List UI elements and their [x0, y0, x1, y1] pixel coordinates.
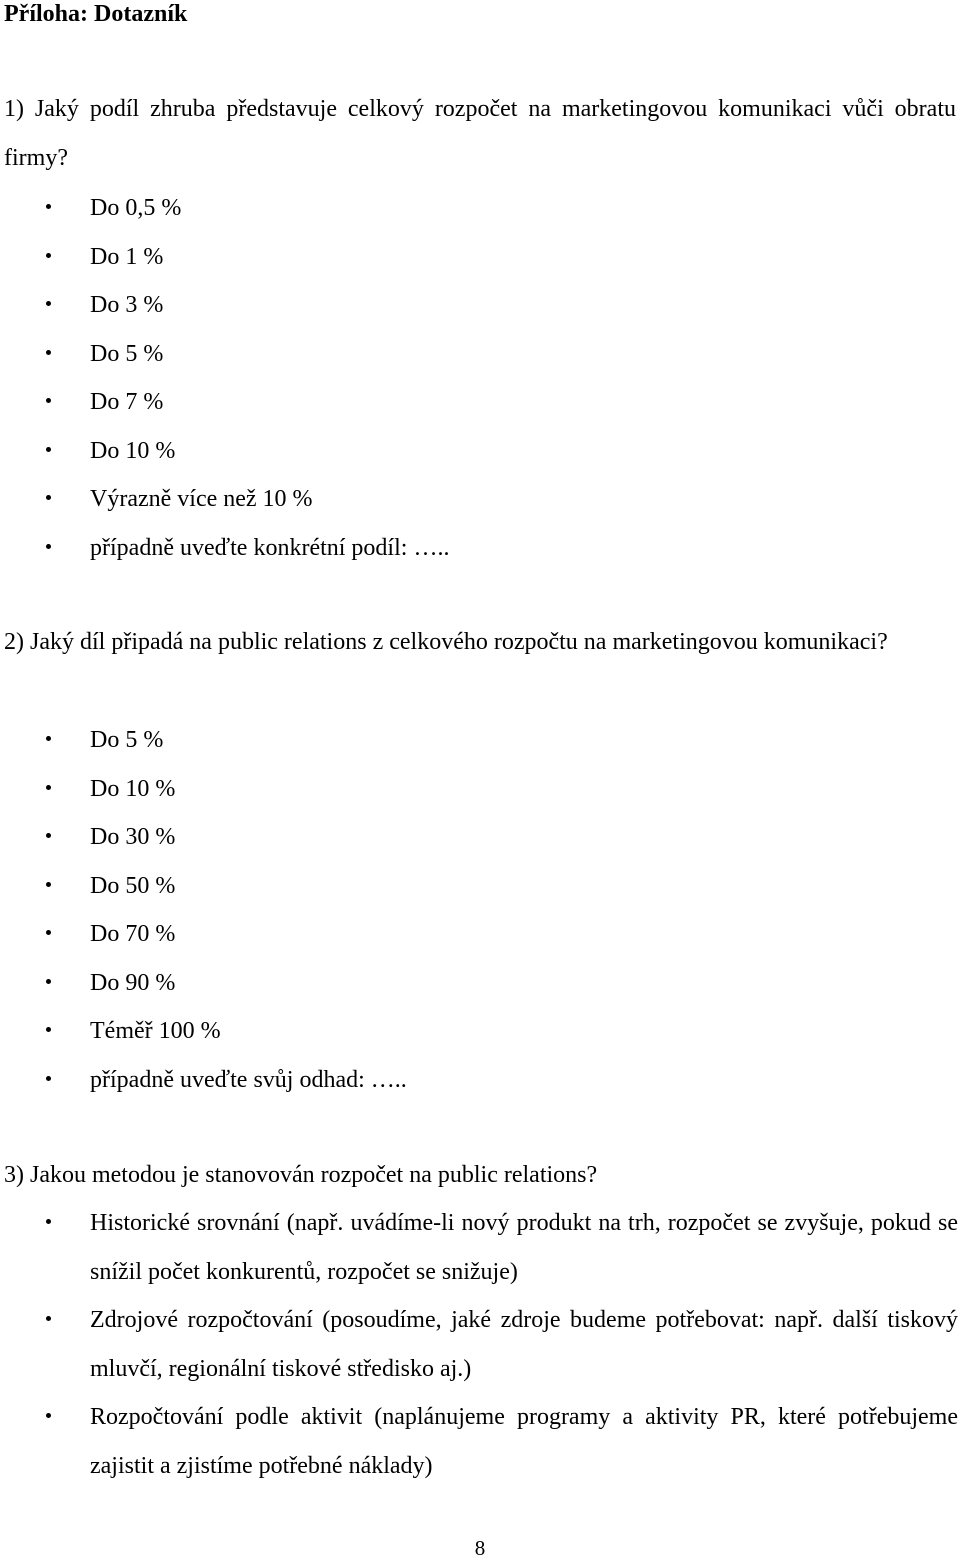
bullet-icon: [46, 1056, 52, 1105]
bullet-icon: [46, 1296, 52, 1345]
option-label: Zdrojové rozpočtování (posoudíme, jaké zdroje budeme potřebovat: např. další tiskový mluvčí, regionální tiskové středisko aj.): [90, 1307, 958, 1382]
bullet-icon: [46, 813, 52, 862]
option-label: Do 3 %: [90, 292, 164, 318]
option[interactable]: [0, 813, 960, 862]
option[interactable]: [0, 427, 960, 476]
option-label: případně uveďte svůj odhad: …..: [90, 1066, 407, 1093]
bullet-icon: [46, 184, 52, 233]
question-1: 1) Jaký podíl zhruba představuje celkový rozpočet na marketingovou komunikaci vůči obratu firmy?: [4, 96, 956, 171]
option-label: Do 70 %: [90, 921, 176, 947]
option[interactable]: [0, 184, 960, 233]
page-number: 8: [474, 1536, 486, 1560]
option-label: Téměř 100 %: [90, 1018, 221, 1044]
bullet-icon: [46, 1199, 52, 1248]
option[interactable]: [0, 1393, 958, 1490]
question-3-options: [0, 1199, 960, 1490]
bullet-icon: [46, 281, 52, 330]
option-other[interactable]: [0, 524, 960, 573]
bullet-icon: [46, 862, 52, 911]
option-label: Rozpočtování podle aktivit (naplánujeme programy a aktivity PR, které potřebujeme zajistit a zjistíme potřebné náklady): [90, 1404, 958, 1479]
option-label: Výrazně více než 10 %: [90, 486, 313, 512]
bullet-icon: [46, 475, 52, 524]
option[interactable]: [0, 765, 960, 814]
option[interactable]: [0, 910, 960, 959]
option-label: Do 7 %: [90, 389, 164, 415]
option-label: Do 1 %: [90, 243, 164, 270]
option-label: Historické srovnání (např. uvádíme-li nový produkt na trh, rozpočet se zvyšuje, pokud se snížil počet konkurentů, rozpočet se snižuje): [90, 1210, 958, 1285]
option[interactable]: [0, 716, 960, 765]
question-1-options: [0, 184, 960, 572]
option-label: Do 5 %: [90, 727, 164, 753]
question-3: 3) Jakou metodou je stanovován rozpočet na public relations?: [4, 1162, 598, 1188]
bullet-icon: [46, 765, 52, 814]
option-label: Do 10 %: [90, 437, 176, 464]
option[interactable]: [0, 378, 960, 427]
option[interactable]: [0, 281, 960, 330]
option[interactable]: [0, 959, 960, 1008]
option[interactable]: [0, 475, 960, 524]
bullet-icon: [46, 1393, 52, 1442]
option-label: Do 0,5 %: [90, 195, 182, 221]
option-label: Do 10 %: [90, 775, 176, 802]
bullet-icon: [46, 959, 52, 1008]
option-label: případně uveďte konkrétní podíl: …..: [90, 534, 450, 561]
option-label: Do 30 %: [90, 824, 176, 850]
bullet-icon: [46, 910, 52, 959]
question-2: 2) Jaký díl připadá na public relations z celkového rozpočtu na marketingovou komunikaci?: [4, 629, 888, 655]
option-other[interactable]: [0, 1056, 960, 1105]
option[interactable]: [0, 1296, 958, 1393]
page-heading: Příloha: Dotazník: [4, 1, 188, 27]
option[interactable]: [0, 862, 960, 911]
bullet-icon: [46, 524, 52, 573]
bullet-icon: [46, 330, 52, 379]
option[interactable]: [0, 233, 960, 282]
bullet-icon: [46, 378, 52, 427]
bullet-icon: [46, 1007, 52, 1056]
option[interactable]: [0, 330, 960, 379]
bullet-icon: [46, 427, 52, 476]
option-label: Do 90 %: [90, 969, 176, 996]
option-label: Do 5 %: [90, 340, 164, 367]
bullet-icon: [46, 716, 52, 765]
option[interactable]: [0, 1007, 960, 1056]
bullet-icon: [46, 233, 52, 282]
question-2-options: [0, 716, 960, 1104]
option-label: Do 50 %: [90, 872, 176, 899]
option[interactable]: [0, 1199, 958, 1296]
